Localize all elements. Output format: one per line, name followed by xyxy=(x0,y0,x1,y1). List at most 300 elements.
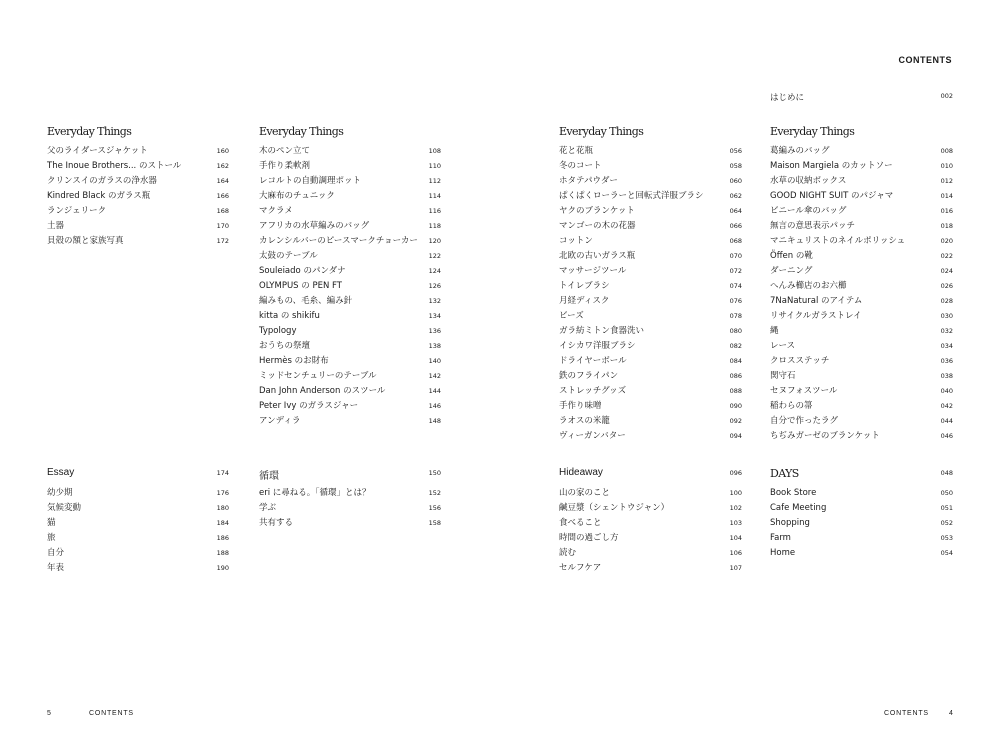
toc-item-label: カレンシルバーのピースマークチョーカー xyxy=(259,236,418,246)
toc-item-page: 082 xyxy=(729,342,742,350)
toc-item-label: ビーズ xyxy=(559,311,584,321)
toc-item-label: ちぢみガーゼのブランケット xyxy=(770,431,880,441)
section-everyday-things-3 xyxy=(559,122,742,444)
toc-item-page: 116 xyxy=(428,207,441,215)
toc-list xyxy=(259,486,441,531)
toc-item-label: 稲わらの箒 xyxy=(770,401,813,411)
toc-item-label: Peter Ivy のガラスジャー xyxy=(259,401,359,411)
toc-list xyxy=(770,144,953,444)
toc-item-label: Cafe Meeting xyxy=(770,503,827,513)
toc-item-page: 126 xyxy=(428,282,441,290)
toc-item[interactable] xyxy=(259,384,441,399)
toc-item-page: 118 xyxy=(428,222,441,230)
toc-item[interactable] xyxy=(559,174,742,189)
toc-item-label: クロスステッチ xyxy=(770,356,830,366)
toc-item-page: 176 xyxy=(216,489,229,497)
section-heading[interactable] xyxy=(47,464,229,486)
toc-item-page: 040 xyxy=(940,387,953,395)
toc-item-page: 051 xyxy=(940,504,953,512)
section-heading[interactable] xyxy=(559,122,742,144)
toc-item[interactable] xyxy=(770,279,953,294)
toc-item-label: ミッドセンチュリーのテーブル xyxy=(259,371,377,381)
toc-item-label: ラオスの米籠 xyxy=(559,416,610,426)
toc-item-label: 関守石 xyxy=(770,371,796,381)
toc-item-page: 094 xyxy=(729,432,742,440)
toc-item-label: ビニール傘のバッグ xyxy=(770,206,847,216)
toc-item-page: 110 xyxy=(428,162,441,170)
section-title: DAYS xyxy=(770,467,799,480)
toc-item-page: 090 xyxy=(729,402,742,410)
toc-item[interactable] xyxy=(770,531,953,546)
toc-item[interactable] xyxy=(47,516,229,531)
toc-item[interactable] xyxy=(559,294,742,309)
toc-item-label: 自分 xyxy=(47,548,65,558)
toc-item-label: マニキュリストのネイルポリッシュ xyxy=(770,236,906,246)
toc-list xyxy=(47,486,229,576)
toc-item[interactable] xyxy=(47,174,229,189)
toc-item[interactable] xyxy=(770,294,953,309)
toc-item-label: 縄 xyxy=(770,326,779,336)
toc-item[interactable] xyxy=(259,516,441,531)
toc-list xyxy=(559,144,742,444)
toc-item[interactable] xyxy=(559,501,742,516)
toc-item-page: 070 xyxy=(729,252,742,260)
toc-item-label: 気候変動 xyxy=(47,503,82,513)
toc-item[interactable] xyxy=(559,486,742,501)
toc-item-label: 共有する xyxy=(259,518,294,528)
intro-entry[interactable] xyxy=(770,91,953,105)
toc-item-page: 076 xyxy=(729,297,742,305)
toc-item-label: ダーニング xyxy=(770,266,813,276)
toc-item-page: 028 xyxy=(940,297,953,305)
toc-item[interactable] xyxy=(259,219,441,234)
toc-item-label: コットン xyxy=(559,236,593,246)
toc-item[interactable] xyxy=(47,234,229,249)
toc-item[interactable] xyxy=(770,339,953,354)
toc-item-page: 152 xyxy=(428,489,441,497)
toc-item-label: Souleiado のパンダナ xyxy=(259,266,346,276)
toc-item[interactable] xyxy=(47,204,229,219)
toc-item-page: 142 xyxy=(428,372,441,380)
section-page: 048 xyxy=(940,469,953,477)
toc-item[interactable] xyxy=(259,189,441,204)
toc-item-page: 042 xyxy=(940,402,953,410)
toc-item[interactable] xyxy=(559,144,742,159)
toc-item-page: 052 xyxy=(940,519,953,527)
toc-item-label: 貝殻の額と家族写真 xyxy=(47,236,124,246)
toc-item-label: ヴィーガンバター xyxy=(559,431,626,441)
toc-item[interactable] xyxy=(47,159,229,174)
section-heading[interactable] xyxy=(259,464,441,486)
toc-item-page: 032 xyxy=(940,327,953,335)
toc-item-page: 016 xyxy=(940,207,953,215)
toc-item[interactable] xyxy=(259,501,441,516)
toc-item-page: 060 xyxy=(729,177,742,185)
toc-item[interactable] xyxy=(47,561,229,576)
toc-item-label: Book Store xyxy=(770,488,817,498)
toc-item-page: 168 xyxy=(216,207,229,215)
toc-item-page: 158 xyxy=(428,519,441,527)
section-title: Essay xyxy=(47,467,75,478)
toc-item[interactable] xyxy=(559,531,742,546)
section-title: 循環 xyxy=(259,471,279,482)
section-heading[interactable] xyxy=(259,122,441,144)
toc-item[interactable] xyxy=(259,399,441,414)
toc-item-page: 074 xyxy=(729,282,742,290)
toc-item-label: GOOD NIGHT SUIT のパジャマ xyxy=(770,191,894,201)
toc-list xyxy=(259,144,441,429)
section-essay xyxy=(47,464,229,576)
toc-item-label: 木のペン立て xyxy=(259,146,311,156)
toc-item[interactable] xyxy=(559,249,742,264)
toc-item-page: 124 xyxy=(428,267,441,275)
toc-item[interactable] xyxy=(770,309,953,324)
toc-item-page: 144 xyxy=(428,387,441,395)
toc-item[interactable] xyxy=(770,264,953,279)
toc-item-label: OLYMPUS の PEN FT xyxy=(259,281,342,291)
intro-label: はじめに xyxy=(770,93,805,103)
toc-item-page: 140 xyxy=(428,357,441,365)
toc-item[interactable] xyxy=(559,561,742,576)
section-days xyxy=(770,464,953,561)
toc-item[interactable] xyxy=(259,414,441,429)
toc-item-page: 088 xyxy=(729,387,742,395)
toc-item-page: 112 xyxy=(428,177,441,185)
toc-item-page: 104 xyxy=(729,534,742,542)
toc-item-page: 160 xyxy=(216,147,229,155)
toc-item-label: 花と花瓶 xyxy=(559,146,594,156)
section-title: Everyday Things xyxy=(559,125,644,138)
intro-page: 002 xyxy=(940,92,953,100)
toc-item-label: アフリカの水草編みのバッグ xyxy=(259,221,370,231)
toc-item[interactable] xyxy=(47,546,229,561)
toc-item[interactable] xyxy=(559,204,742,219)
toc-item-label: 月経ディスク xyxy=(559,296,610,306)
toc-item[interactable] xyxy=(259,264,441,279)
footer-right-label: CONTENTS xyxy=(884,710,929,717)
toc-item-label: ぱくぱくローラーと回転式洋服ブラシ xyxy=(559,191,704,201)
toc-item-label: kitta の shikifu xyxy=(259,311,320,321)
toc-item-page: 078 xyxy=(729,312,742,320)
toc-item[interactable] xyxy=(770,354,953,369)
section-page: 174 xyxy=(216,469,229,477)
toc-item-label: 葛編みのバッグ xyxy=(770,146,830,156)
toc-item-page: 188 xyxy=(216,549,229,557)
toc-item-page: 026 xyxy=(940,282,953,290)
toc-item-page: 020 xyxy=(940,237,953,245)
toc-item-label: Shopping xyxy=(770,518,810,528)
toc-item-label: 猫 xyxy=(47,518,56,528)
toc-item[interactable] xyxy=(559,219,742,234)
toc-item-label: 鹹豆漿（シェントウジャン） xyxy=(559,503,670,513)
toc-item[interactable] xyxy=(259,174,441,189)
toc-item-page: 024 xyxy=(940,267,953,275)
toc-item-label: eri に尋ねる。「循環」とは？ xyxy=(259,488,371,498)
toc-item-label: 北欧の古いガラス瓶 xyxy=(559,251,636,261)
toc-item-label: レース xyxy=(770,341,796,351)
toc-item[interactable] xyxy=(559,399,742,414)
toc-item[interactable] xyxy=(47,144,229,159)
toc-item-label: 冬のコート xyxy=(559,161,602,171)
toc-item-label: マッサージツール xyxy=(559,266,627,276)
toc-item-page: 046 xyxy=(940,432,953,440)
toc-item-label: レコルトの自動調理ポット xyxy=(259,176,362,186)
toc-item-label: マンゴーの木の花器 xyxy=(559,221,636,231)
toc-item[interactable] xyxy=(770,159,953,174)
toc-item[interactable] xyxy=(559,324,742,339)
toc-item-label: 7NaNatural のアイテム xyxy=(770,296,863,306)
toc-item-page: 186 xyxy=(216,534,229,542)
toc-item-label: 手作り味噌 xyxy=(559,401,602,411)
toc-item-page: 044 xyxy=(940,417,953,425)
toc-item[interactable] xyxy=(559,309,742,324)
toc-item[interactable] xyxy=(770,369,953,384)
toc-item-page: 062 xyxy=(729,192,742,200)
toc-item[interactable] xyxy=(770,204,953,219)
toc-item-label: 父のライダースジャケット xyxy=(47,146,148,156)
toc-item-page: 166 xyxy=(216,192,229,200)
toc-item-label: ホタテパウダー xyxy=(559,176,618,186)
toc-item-page: 156 xyxy=(428,504,441,512)
toc-item-label: ガラ紡ミトン食器洗い xyxy=(559,326,645,336)
toc-item-page: 172 xyxy=(216,237,229,245)
toc-item-label: ヤクのブランケット xyxy=(559,206,635,216)
toc-item[interactable] xyxy=(259,159,441,174)
section-page: 096 xyxy=(729,469,742,477)
toc-item[interactable] xyxy=(47,219,229,234)
toc-item-label: 手作り柔軟剤 xyxy=(259,161,311,171)
toc-item[interactable] xyxy=(770,174,953,189)
toc-item-page: 038 xyxy=(940,372,953,380)
toc-item[interactable] xyxy=(259,234,441,249)
section-heading[interactable] xyxy=(770,122,953,144)
toc-item-page: 014 xyxy=(940,192,953,200)
footer-left-page: 5 xyxy=(47,710,52,717)
toc-item[interactable] xyxy=(259,309,441,324)
toc-list xyxy=(47,144,229,249)
toc-item-page: 072 xyxy=(729,267,742,275)
toc-item[interactable] xyxy=(259,324,441,339)
toc-item-page: 164 xyxy=(216,177,229,185)
toc-item[interactable] xyxy=(259,486,441,501)
section-page: 150 xyxy=(428,469,441,477)
toc-item-page: 114 xyxy=(428,192,441,200)
toc-item-label: セヌフォスツール xyxy=(770,386,838,396)
toc-item[interactable] xyxy=(770,429,953,444)
toc-item-page: 148 xyxy=(428,417,441,425)
toc-item[interactable] xyxy=(559,429,742,444)
toc-item-page: 138 xyxy=(428,342,441,350)
toc-item-page: 010 xyxy=(940,162,953,170)
toc-item-label: ランジェリーク xyxy=(47,206,107,216)
section-everyday-things-2 xyxy=(259,122,441,429)
footer-left-label: CONTENTS xyxy=(89,710,134,717)
toc-item[interactable] xyxy=(559,354,742,369)
toc-item[interactable] xyxy=(559,189,742,204)
section-title: Everyday Things xyxy=(770,125,855,138)
toc-item-page: 106 xyxy=(729,549,742,557)
toc-item[interactable] xyxy=(47,531,229,546)
toc-item-label: Typology xyxy=(259,326,297,336)
toc-item-page: 120 xyxy=(428,237,441,245)
toc-item-label: 太鼓のテーブル xyxy=(259,251,318,261)
footer-right-page: 4 xyxy=(949,710,954,717)
toc-item[interactable] xyxy=(770,516,953,531)
toc-item[interactable] xyxy=(559,414,742,429)
section-junkan xyxy=(259,464,441,531)
toc-item-page: 054 xyxy=(940,549,953,557)
toc-item-label: Home xyxy=(770,548,796,558)
toc-list xyxy=(559,486,742,576)
toc-item[interactable] xyxy=(770,189,953,204)
toc-item-page: 103 xyxy=(729,519,742,527)
toc-item-label: 食べること xyxy=(559,518,602,528)
toc-item[interactable] xyxy=(47,501,229,516)
toc-item-label: 山の家のこと xyxy=(559,488,611,498)
toc-item-label: トイレブラシ xyxy=(559,281,610,291)
toc-item-page: 068 xyxy=(729,237,742,245)
toc-item-page: 064 xyxy=(729,207,742,215)
toc-item-page: 180 xyxy=(216,504,229,512)
toc-item[interactable] xyxy=(770,324,953,339)
toc-item[interactable] xyxy=(47,189,229,204)
toc-item[interactable] xyxy=(259,339,441,354)
toc-item-label: The Inoue Brothers... のストール xyxy=(47,161,182,171)
toc-item-page: 102 xyxy=(729,504,742,512)
toc-item[interactable] xyxy=(559,546,742,561)
section-heading[interactable] xyxy=(770,464,953,486)
toc-item-page: 084 xyxy=(729,357,742,365)
toc-item[interactable] xyxy=(559,384,742,399)
toc-item-page: 050 xyxy=(940,489,953,497)
toc-item-page: 107 xyxy=(729,564,742,572)
toc-item[interactable] xyxy=(770,486,953,501)
toc-item-page: 108 xyxy=(428,147,441,155)
toc-item[interactable] xyxy=(259,354,441,369)
toc-item[interactable] xyxy=(770,384,953,399)
toc-item-label: 無言の意思表示パッチ xyxy=(770,221,856,231)
toc-item[interactable] xyxy=(259,369,441,384)
toc-item-page: 034 xyxy=(940,342,953,350)
toc-item-page: 030 xyxy=(940,312,953,320)
toc-item[interactable] xyxy=(770,234,953,249)
toc-item-label: ドライヤーボール xyxy=(559,356,627,366)
toc-item-page: 058 xyxy=(729,162,742,170)
toc-item[interactable] xyxy=(559,234,742,249)
toc-item[interactable] xyxy=(259,249,441,264)
toc-item-label: ストレッチグッズ xyxy=(559,386,627,396)
toc-item-label: 編みもの、毛糸、編み針 xyxy=(259,296,353,306)
toc-item-label: Farm xyxy=(770,533,791,543)
toc-item-page: 190 xyxy=(216,564,229,572)
section-everyday-things-4 xyxy=(770,122,953,444)
toc-item[interactable] xyxy=(559,339,742,354)
toc-item-page: 022 xyxy=(940,252,953,260)
toc-item[interactable] xyxy=(770,249,953,264)
toc-item-label: マクラメ xyxy=(259,206,293,216)
toc-item-page: 066 xyxy=(729,222,742,230)
toc-item-page: 134 xyxy=(428,312,441,320)
toc-item-page: 086 xyxy=(729,372,742,380)
toc-item[interactable] xyxy=(47,486,229,501)
page-title: CONTENTS xyxy=(898,55,952,65)
toc-item-label: おうちの祭壇 xyxy=(259,341,311,351)
toc-item-page: 012 xyxy=(940,177,953,185)
toc-item-label: 水草の収納ボックス xyxy=(770,176,847,186)
section-title: Hideaway xyxy=(559,467,603,478)
toc-item-label: Kindred Black のガラス瓶 xyxy=(47,191,151,201)
toc-item[interactable] xyxy=(559,516,742,531)
toc-item[interactable] xyxy=(770,144,953,159)
toc-item-page: 170 xyxy=(216,222,229,230)
toc-item-label: 鉄のフライパン xyxy=(559,371,619,381)
toc-item-page: 008 xyxy=(940,147,953,155)
toc-item[interactable] xyxy=(559,369,742,384)
toc-item-label: 年表 xyxy=(47,563,65,573)
toc-item-label: イシカワ洋服ブラシ xyxy=(559,341,636,351)
toc-item-page: 132 xyxy=(428,297,441,305)
toc-item-label: 自分で作ったラグ xyxy=(770,416,839,426)
toc-item-label: リサイクルガラストレイ xyxy=(770,311,862,321)
toc-item[interactable] xyxy=(559,279,742,294)
toc-item[interactable] xyxy=(770,414,953,429)
toc-item-label: Öffen の靴 xyxy=(770,251,813,261)
toc-item[interactable] xyxy=(770,399,953,414)
toc-item[interactable] xyxy=(770,219,953,234)
toc-item-label: Hermès のお財布 xyxy=(259,356,329,366)
toc-item[interactable] xyxy=(559,159,742,174)
section-everyday-things-1 xyxy=(47,122,229,249)
toc-item[interactable] xyxy=(559,264,742,279)
toc-item[interactable] xyxy=(259,294,441,309)
toc-item-label: 読む xyxy=(559,548,577,558)
toc-item-label: へんみ櫛店のお六櫛 xyxy=(770,281,847,291)
toc-item-label: 学ぶ xyxy=(259,503,277,513)
toc-item-label: クリンスイのガラスの浄水器 xyxy=(47,176,157,186)
toc-item-page: 184 xyxy=(216,519,229,527)
toc-item[interactable] xyxy=(259,279,441,294)
toc-item-label: セルフケア xyxy=(559,563,602,573)
section-heading[interactable] xyxy=(47,122,229,144)
toc-item-page: 136 xyxy=(428,327,441,335)
section-title: Everyday Things xyxy=(47,125,132,138)
section-title: Everyday Things xyxy=(259,125,344,138)
toc-item-page: 100 xyxy=(729,489,742,497)
toc-item[interactable] xyxy=(259,204,441,219)
toc-item-label: 幼少期 xyxy=(47,488,73,498)
toc-item-label: Maison Margiela のカットソー xyxy=(770,161,893,171)
toc-item-page: 080 xyxy=(729,327,742,335)
toc-item-page: 122 xyxy=(428,252,441,260)
toc-item-page: 162 xyxy=(216,162,229,170)
toc-item[interactable] xyxy=(259,144,441,159)
toc-item-page: 056 xyxy=(729,147,742,155)
toc-item-label: 大麻布のチュニック xyxy=(259,191,335,201)
toc-item-label: 土器 xyxy=(47,221,65,231)
toc-item-page: 053 xyxy=(940,534,953,542)
toc-item-label: Dan John Anderson のスツール xyxy=(259,386,386,396)
toc-list xyxy=(770,486,953,561)
toc-item[interactable] xyxy=(770,546,953,561)
section-heading[interactable] xyxy=(559,464,742,486)
toc-item-page: 018 xyxy=(940,222,953,230)
toc-item-page: 092 xyxy=(729,417,742,425)
toc-item-page: 146 xyxy=(428,402,441,410)
toc-item-label: 時間の過ごし方 xyxy=(559,533,619,543)
toc-item-page: 036 xyxy=(940,357,953,365)
toc-item-label: アンディラ xyxy=(259,416,301,426)
toc-item[interactable] xyxy=(770,501,953,516)
